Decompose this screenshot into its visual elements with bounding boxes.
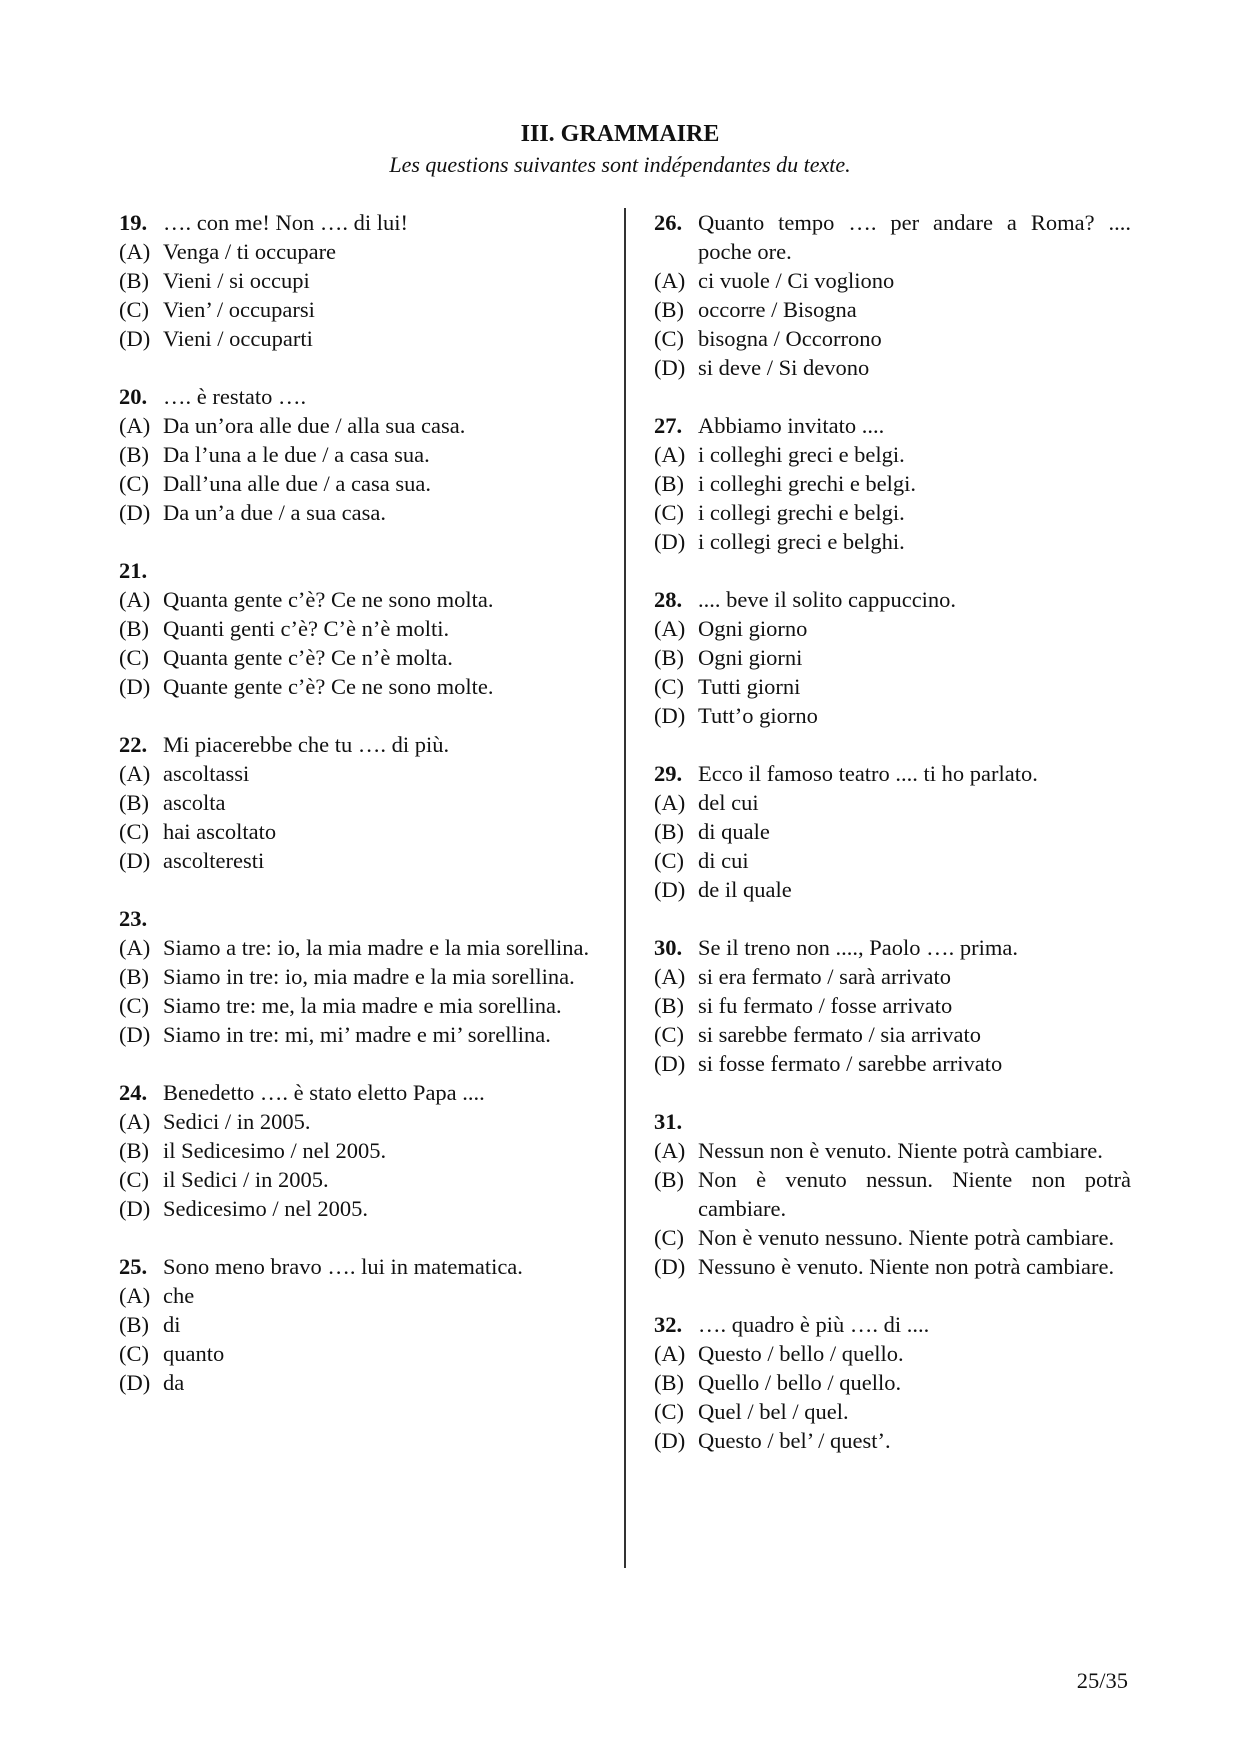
option-text: i collegi greci e belghi.: [698, 529, 905, 554]
question-31-option-c: [654, 1223, 1131, 1252]
option-text: Ogni giorno: [698, 616, 808, 641]
question-22-option-a: [119, 759, 595, 788]
question-27: [654, 411, 1131, 556]
question-21-option-d: [119, 672, 595, 701]
option-label: (A): [654, 268, 686, 293]
question-23: [119, 904, 595, 1049]
option-label: (A): [119, 413, 151, 438]
option-label: (C): [654, 326, 684, 351]
option-label: (B): [654, 1167, 684, 1192]
question-22-stem: [119, 730, 595, 759]
option-text: da: [163, 1370, 185, 1395]
option-text: Siamo tre: me, la mia madre e mia sorellina.: [163, 993, 562, 1018]
question-text: Abbiamo invitato ....: [698, 413, 885, 438]
option-text: Da un’a due / a sua casa.: [163, 500, 387, 525]
option-label: (A): [654, 964, 686, 989]
question-19-stem: [119, 208, 595, 237]
left-question-column: [119, 208, 595, 1426]
option-text: Vien’ / occuparsi: [163, 297, 315, 322]
question-text: Sono meno bravo …. lui in matematica.: [163, 1254, 523, 1279]
question-21-option-a: [119, 585, 595, 614]
option-text: i colleghi grechi e belgi.: [698, 471, 917, 496]
option-label: (D): [654, 1051, 686, 1076]
question-21-option-c: [119, 643, 595, 672]
question-32-stem: [654, 1310, 1131, 1339]
question-number: 25.: [119, 1254, 148, 1279]
option-text: Nessun non è venuto. Niente potrà cambiare.: [698, 1138, 1103, 1163]
question-24-option-d: [119, 1194, 595, 1223]
question-26-option-a: [654, 266, 1131, 295]
question-number: 20.: [119, 384, 148, 409]
option-label: (B): [654, 1370, 684, 1395]
option-label: (D): [119, 1370, 151, 1395]
option-label: (B): [654, 645, 684, 670]
question-32-option-a: [654, 1339, 1131, 1368]
question-32: [654, 1310, 1131, 1455]
option-text: si fu fermato / fosse arrivato: [698, 993, 953, 1018]
question-number: 29.: [654, 761, 683, 786]
question-text: Quanto tempo …. per andare a Roma? .... poche ore.: [698, 210, 1131, 264]
question-31-option-b: [654, 1165, 1131, 1223]
question-text: Se il treno non ...., Paolo …. prima.: [698, 935, 1018, 960]
question-20-option-a: [119, 411, 595, 440]
option-label: (B): [654, 819, 684, 844]
question-32-option-d: [654, 1426, 1131, 1455]
option-text: ascoltassi: [163, 761, 250, 786]
question-24: [119, 1078, 595, 1223]
option-text: Ogni giorni: [698, 645, 803, 670]
question-text: …. con me! Non …. di lui!: [163, 210, 408, 235]
option-text: Quel / bel / quel.: [698, 1399, 849, 1424]
question-25: [119, 1252, 595, 1397]
option-text: Siamo a tre: io, la mia madre e la mia sorellina.: [163, 935, 590, 960]
option-label: (B): [119, 790, 149, 815]
right-question-column: [654, 208, 1131, 1484]
option-text: Nessuno è venuto. Niente non potrà cambiare.: [698, 1254, 1115, 1279]
option-label: (C): [119, 297, 149, 322]
option-text: Non è venuto nessun. Niente non potrà cambiare.: [698, 1167, 1131, 1221]
option-text: del cui: [698, 790, 759, 815]
option-label: (C): [654, 1399, 684, 1424]
option-text: hai ascoltato: [163, 819, 277, 844]
question-21: [119, 556, 595, 701]
option-label: (B): [119, 1312, 149, 1337]
question-20-stem: [119, 382, 595, 411]
question-21-option-b: [119, 614, 595, 643]
option-label: (A): [119, 761, 151, 786]
option-label: (A): [654, 790, 686, 815]
question-number: 28.: [654, 587, 683, 612]
question-28-option-d: [654, 701, 1131, 730]
option-text: il Sedicesimo / nel 2005.: [163, 1138, 387, 1163]
question-26-option-b: [654, 295, 1131, 324]
option-text: Vieni / si occupi: [163, 268, 310, 293]
option-label: (C): [654, 674, 684, 699]
question-22-option-d: [119, 846, 595, 875]
option-label: (D): [119, 674, 151, 699]
option-text: Siamo in tre: mi, mi’ madre e mi’ sorellina.: [163, 1022, 551, 1047]
option-label: (A): [654, 442, 686, 467]
option-text: Quante gente c’è? Ce ne sono molte.: [163, 674, 494, 699]
option-text: Siamo in tre: io, mia madre e la mia sorellina.: [163, 964, 575, 989]
option-text: di: [163, 1312, 181, 1337]
question-30-stem: [654, 933, 1131, 962]
option-label: (B): [654, 297, 684, 322]
question-29-option-a: [654, 788, 1131, 817]
question-20: [119, 382, 595, 527]
question-31-option-d: [654, 1252, 1131, 1281]
question-19-option-c: [119, 295, 595, 324]
question-number: 30.: [654, 935, 683, 960]
question-27-option-b: [654, 469, 1131, 498]
question-23-option-c: [119, 991, 595, 1020]
option-label: (C): [119, 993, 149, 1018]
question-31-option-a: [654, 1136, 1131, 1165]
question-29-option-c: [654, 846, 1131, 875]
option-label: (C): [119, 645, 149, 670]
column-divider: [624, 208, 626, 1568]
option-label: (D): [654, 703, 686, 728]
option-text: Sedicesimo / nel 2005.: [163, 1196, 368, 1221]
option-label: (D): [119, 500, 151, 525]
question-27-option-a: [654, 440, 1131, 469]
option-label: (B): [119, 616, 149, 641]
option-label: (D): [654, 529, 686, 554]
question-25-option-a: [119, 1281, 595, 1310]
option-text: che: [163, 1283, 195, 1308]
section-title: III. GRAMMAIRE: [520, 121, 720, 147]
question-29-option-d: [654, 875, 1131, 904]
option-label: (C): [119, 1167, 149, 1192]
option-label: (B): [654, 993, 684, 1018]
question-number: 23.: [119, 906, 148, 931]
option-text: Da l’una a le due / a casa sua.: [163, 442, 430, 467]
option-label: (C): [119, 1341, 149, 1366]
option-text: Questo / bel’ / quest’.: [698, 1428, 891, 1453]
option-label: (B): [654, 471, 684, 496]
option-text: Quanta gente c’è? Ce n’è molta.: [163, 645, 453, 670]
option-text: si deve / Si devono: [698, 355, 870, 380]
option-label: (C): [654, 1225, 684, 1250]
option-label: (C): [119, 471, 149, 496]
question-27-option-c: [654, 498, 1131, 527]
option-text: occorre / Bisogna: [698, 297, 857, 322]
option-label: (B): [119, 964, 149, 989]
option-text: Dall’una alle due / a casa sua.: [163, 471, 432, 496]
option-text: Sedici / in 2005.: [163, 1109, 311, 1134]
question-30-option-b: [654, 991, 1131, 1020]
question-number: 24.: [119, 1080, 148, 1105]
question-27-stem: [654, 411, 1131, 440]
question-23-option-d: [119, 1020, 595, 1049]
option-text: Questo / bello / quello.: [698, 1341, 904, 1366]
question-29: [654, 759, 1131, 904]
option-label: (D): [119, 326, 151, 351]
option-label: (A): [119, 1109, 151, 1134]
question-26-option-c: [654, 324, 1131, 353]
option-label: (A): [119, 1283, 151, 1308]
option-text: ascolta: [163, 790, 226, 815]
question-25-option-c: [119, 1339, 595, 1368]
question-text: Benedetto …. è stato eletto Papa ....: [163, 1080, 485, 1105]
option-text: Non è venuto nessuno. Niente potrà cambiare.: [698, 1225, 1115, 1250]
question-29-option-b: [654, 817, 1131, 846]
option-text: di cui: [698, 848, 749, 873]
question-19-option-b: [119, 266, 595, 295]
question-20-option-d: [119, 498, 595, 527]
option-text: Quanti genti c’è? C’è n’è molti.: [163, 616, 450, 641]
option-text: Da un’ora alle due / alla sua casa.: [163, 413, 466, 438]
option-text: Quello / bello / quello.: [698, 1370, 902, 1395]
question-30-option-d: [654, 1049, 1131, 1078]
option-text: Vieni / occuparti: [163, 326, 313, 351]
option-label: (A): [654, 1138, 686, 1163]
option-text: Venga / ti occupare: [163, 239, 337, 264]
question-number: 27.: [654, 413, 683, 438]
question-text: Ecco il famoso teatro .... ti ho parlato.: [698, 761, 1038, 786]
option-label: (A): [119, 935, 151, 960]
question-number: 32.: [654, 1312, 683, 1337]
question-31-stem: [654, 1107, 1131, 1136]
question-23-stem: [119, 904, 595, 933]
option-label: (D): [654, 877, 686, 902]
question-21-stem: [119, 556, 595, 585]
option-text: bisogna / Occorrono: [698, 326, 882, 351]
question-29-stem: [654, 759, 1131, 788]
option-text: Tutt’o giorno: [698, 703, 818, 728]
option-label: (B): [119, 442, 149, 467]
question-25-option-d: [119, 1368, 595, 1397]
option-label: (D): [654, 1428, 686, 1453]
option-text: si era fermato / sarà arrivato: [698, 964, 951, 989]
option-label: (B): [119, 268, 149, 293]
option-label: (A): [654, 616, 686, 641]
question-text: …. quadro è più …. di ....: [698, 1312, 930, 1337]
question-24-option-c: [119, 1165, 595, 1194]
question-number: 31.: [654, 1109, 683, 1134]
option-label: (A): [119, 239, 151, 264]
question-25-stem: [119, 1252, 595, 1281]
question-30: [654, 933, 1131, 1078]
question-32-option-c: [654, 1397, 1131, 1426]
question-20-option-b: [119, 440, 595, 469]
option-text: ci vuole / Ci vogliono: [698, 268, 895, 293]
question-24-stem: [119, 1078, 595, 1107]
question-26-stem: [654, 208, 1131, 266]
option-text: i colleghi greci e belgi.: [698, 442, 905, 467]
question-20-option-c: [119, 469, 595, 498]
question-number: 22.: [119, 732, 148, 757]
question-23-option-b: [119, 962, 595, 991]
option-text: si sarebbe fermato / sia arrivato: [698, 1022, 982, 1047]
option-text: i collegi grechi e belgi.: [698, 500, 905, 525]
question-28: [654, 585, 1131, 730]
question-text: Mi piacerebbe che tu …. di più.: [163, 732, 450, 757]
question-22-option-c: [119, 817, 595, 846]
option-text: de il quale: [698, 877, 792, 902]
option-text: il Sedici / in 2005.: [163, 1167, 329, 1192]
question-number: 19.: [119, 210, 148, 235]
question-30-option-a: [654, 962, 1131, 991]
question-24-option-a: [119, 1107, 595, 1136]
option-label: (D): [119, 1022, 151, 1047]
question-31: [654, 1107, 1131, 1281]
question-text: .... beve il solito cappuccino.: [698, 587, 957, 612]
section-subtitle: Les questions suivantes sont indépendantes du texte.: [389, 152, 851, 177]
option-text: Tutti giorni: [698, 674, 801, 699]
question-26: [654, 208, 1131, 382]
question-number: 21.: [119, 558, 148, 583]
option-label: (C): [654, 1022, 684, 1047]
question-23-option-a: [119, 933, 595, 962]
question-19-option-a: [119, 237, 595, 266]
question-30-option-c: [654, 1020, 1131, 1049]
question-22-option-b: [119, 788, 595, 817]
option-label: (D): [654, 1254, 686, 1279]
option-label: (C): [654, 500, 684, 525]
question-25-option-b: [119, 1310, 595, 1339]
option-text: si fosse fermato / sarebbe arrivato: [698, 1051, 1003, 1076]
question-number: 26.: [654, 210, 683, 235]
page-number: 25/35: [1076, 1668, 1128, 1693]
question-24-option-b: [119, 1136, 595, 1165]
option-text: di quale: [698, 819, 770, 844]
question-19-option-d: [119, 324, 595, 353]
question-28-stem: [654, 585, 1131, 614]
section-header: [0, 118, 1240, 180]
option-text: quanto: [163, 1341, 225, 1366]
option-label: (D): [119, 848, 151, 873]
question-28-option-b: [654, 643, 1131, 672]
option-label: (D): [119, 1196, 151, 1221]
question-26-option-d: [654, 353, 1131, 382]
question-27-option-d: [654, 527, 1131, 556]
option-label: (D): [654, 355, 686, 380]
option-label: (C): [654, 848, 684, 873]
question-text: …. è restato ….: [163, 384, 307, 409]
option-label: (C): [119, 819, 149, 844]
question-22: [119, 730, 595, 875]
question-32-option-b: [654, 1368, 1131, 1397]
option-label: (B): [119, 1138, 149, 1163]
question-19: [119, 208, 595, 353]
option-text: ascolteresti: [163, 848, 265, 873]
question-28-option-c: [654, 672, 1131, 701]
option-label: (A): [119, 587, 151, 612]
question-28-option-a: [654, 614, 1131, 643]
option-label: (A): [654, 1341, 686, 1366]
option-text: Quanta gente c’è? Ce ne sono molta.: [163, 587, 494, 612]
